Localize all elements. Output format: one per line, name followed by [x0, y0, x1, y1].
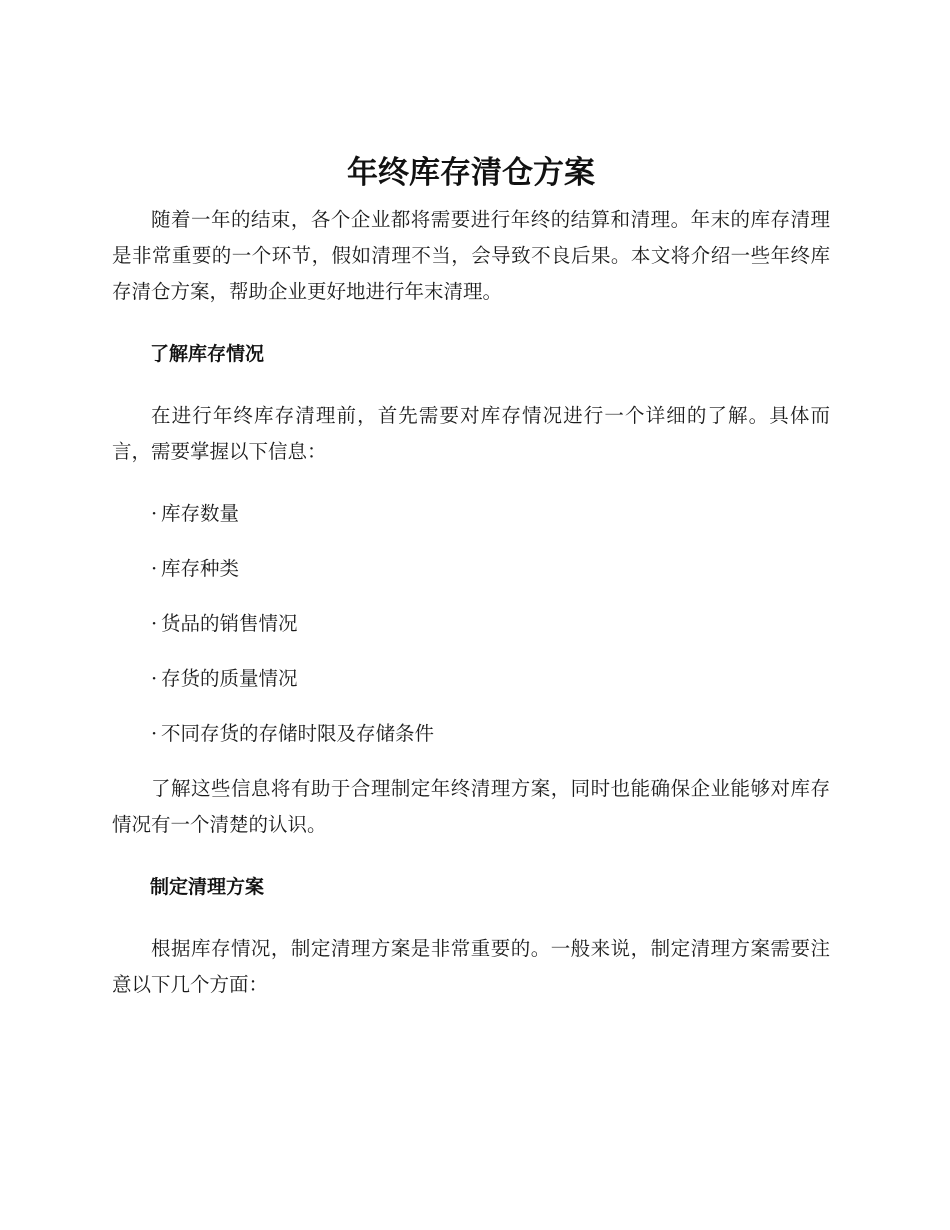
bullet-mark: ·: [151, 612, 158, 635]
list-item-text: 库存数量: [161, 502, 240, 525]
bullet-mark: ·: [151, 722, 158, 745]
list-item-text: 存货的质量情况: [161, 667, 298, 690]
inventory-info-list: [112, 496, 830, 752]
section1-lead-paragraph: 在进行年终库存清理前，首先需要对库存情况进行一个详细的了解。具体而言，需要掌握以下信息：: [112, 404, 830, 463]
bullet-mark: ·: [151, 502, 158, 525]
list-item: [112, 661, 830, 697]
list-item: [112, 551, 830, 587]
section-heading-plan: 制定清理方案: [150, 876, 265, 898]
document-title: 年终库存清仓方案: [347, 155, 595, 191]
bullet-mark: ·: [151, 667, 158, 690]
list-item-text: 货品的销售情况: [161, 612, 298, 635]
bullet-mark: ·: [151, 557, 158, 580]
section-heading-inventory: 了解库存情况: [150, 343, 265, 365]
list-item: [112, 606, 830, 642]
section2-lead-paragraph: 根据库存情况，制定清理方案是非常重要的。一般来说，制定清理方案需要注意以下几个方面：: [112, 937, 830, 996]
document-page: [112, 150, 830, 1029]
section1-conclusion-paragraph: 了解这些信息将有助于合理制定年终清理方案，同时也能确保企业能够对库存情况有一个清楚的认识。: [112, 777, 830, 836]
list-item: [112, 496, 830, 532]
list-item: [112, 716, 830, 752]
list-item-text: 不同存货的存储时限及存储条件: [161, 722, 435, 745]
list-item-text: 库存种类: [161, 557, 240, 580]
intro-paragraph: 随着一年的结束，各个企业都将需要进行年终的结算和清理。年末的库存清理是非常重要的一个环节，假如清理不当，会导致不良后果。本文将介绍一些年终库存清仓方案，帮助企业更好地进行年末清理。: [112, 208, 830, 303]
